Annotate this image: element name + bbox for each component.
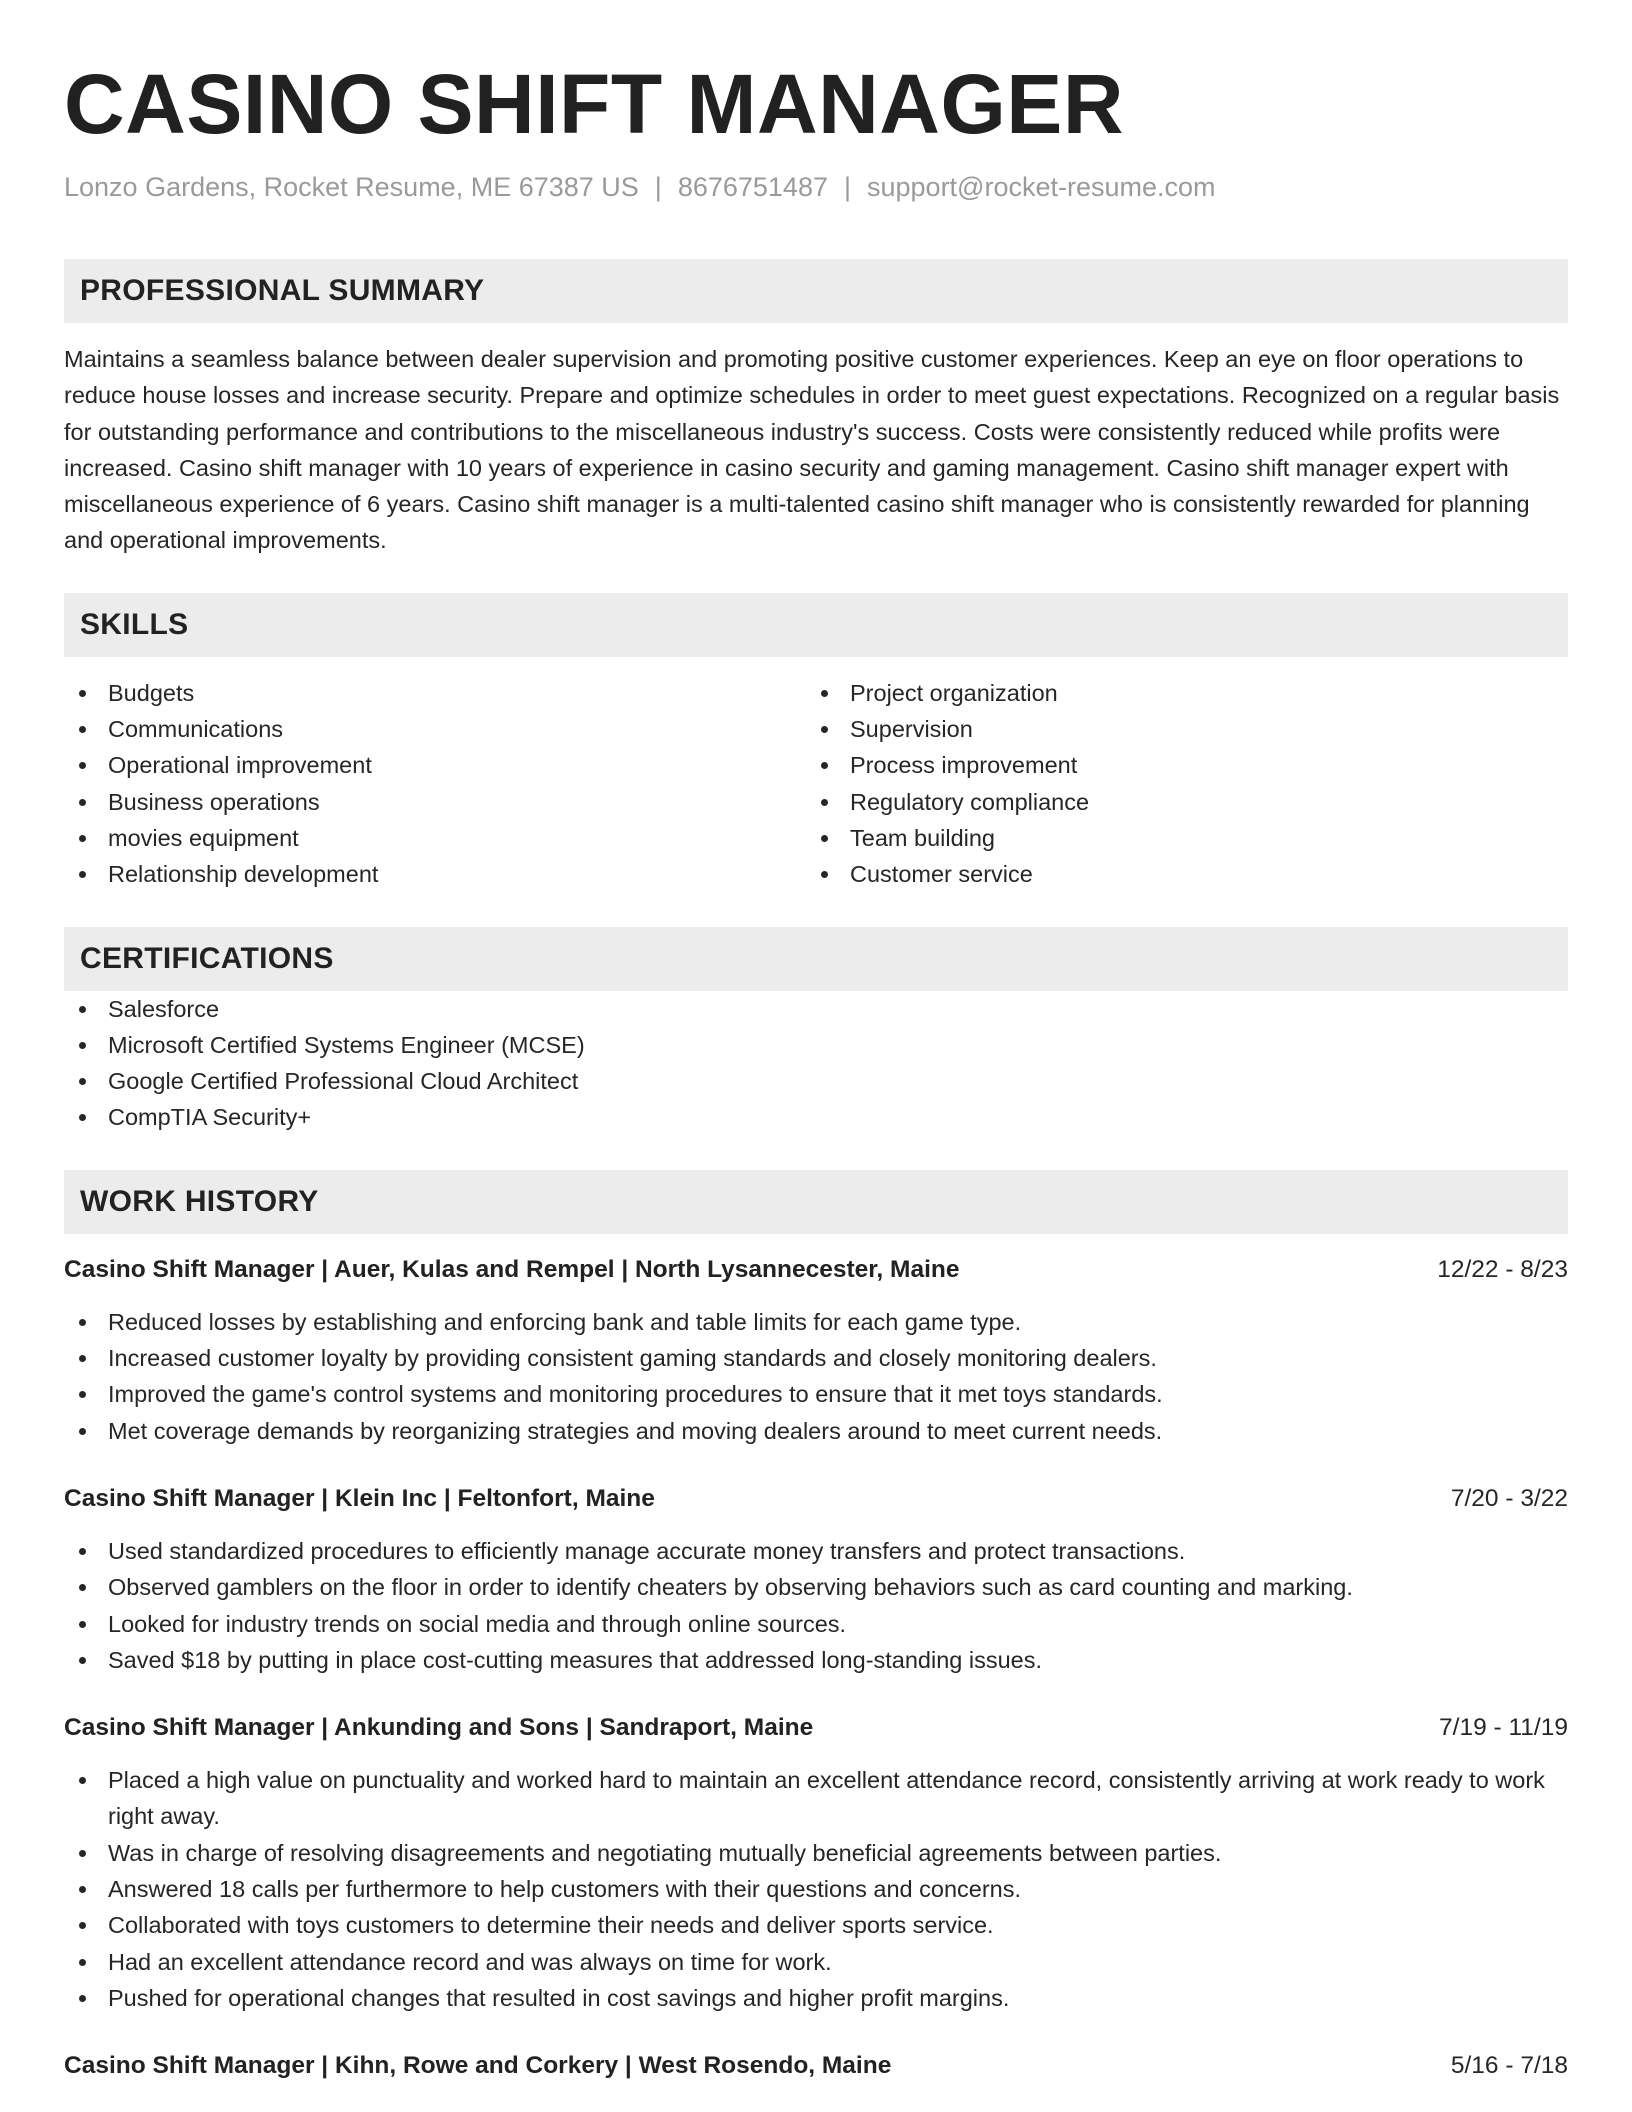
certification-item: Google Certified Professional Cloud Architect [64,1063,1568,1099]
skill-item: Communications [64,711,806,747]
section-heading-summary: PROFESSIONAL SUMMARY [64,259,1568,323]
job-title: Casino Shift Manager | Ankunding and Sons | Sandraport, Maine [64,1714,814,1742]
skill-item: Project organization [806,675,1548,711]
skill-item: Team building [806,820,1548,856]
skill-item: Budgets [64,675,806,711]
skill-item: movies equipment [64,820,806,856]
job-bullet: Pushed for operational changes that resulted in cost savings and higher profit margins. [64,1980,1568,2016]
job-header [64,1710,1568,1746]
skill-item: Supervision [806,711,1548,747]
job-header [64,1481,1568,1517]
job-bullet: Collaborated with toys customers to determine their needs and deliver sports service. [64,1907,1568,1943]
skill-item: Relationship development [64,856,806,892]
contact-address: Lonzo Gardens, Rocket Resume, ME 67387 US [64,172,639,202]
contact-line [64,170,1568,204]
section-heading-skills: SKILLS [64,593,1568,657]
contact-email: support@rocket-resume.com [867,172,1216,202]
job-bullet: Looked for industry trends on social media and through online sources. [64,1606,1568,1642]
job-title: Casino Shift Manager | Klein Inc | Feltonfort, Maine [64,1484,655,1512]
job-bullet: Observed gamblers on the floor in order to identify cheaters by observing behaviors such as card counting and marking. [64,1569,1568,1605]
contact-separator: | [843,172,851,202]
job-bullet: Increased customer loyalty by providing consistent gaming standards and closely monitoring dealers. [64,1340,1568,1376]
skills-list-left [64,675,806,893]
job-bullets [64,1762,1568,2016]
summary-text: Maintains a seamless balance between dealer supervision and promoting positive customer experiences. Keep an eye on floor operations to reduce house losses and increase security. Prepare and optimize schedules in order to meet guest expectations. Recognized on a regular basis for outstanding performance and contributions to the miscellaneous industry's success. Costs were consistently reduced while profits were increased. Casino shift manager with 10 years of experience in casino security and gaming management. Casino shift manager expert with miscellaneous experience of 6 years. Casino shift manager is a multi-talented casino shift manager who is consistently rewarded for planning and operational improvements. [64,346,1560,554]
job-dates: 7/20 - 3/22 [1450,1484,1568,1512]
skills-columns [64,675,1568,893]
skill-item: Regulatory compliance [806,784,1548,820]
job-dates: 12/22 - 8/23 [1437,1255,1568,1283]
section-heading-work-history: WORK HISTORY [64,1170,1568,1234]
certification-item: Salesforce [64,991,1568,1027]
job-bullet: Reduced losses by establishing and enforcing bank and table limits for each game type. [64,1304,1568,1340]
skill-item: Customer service [806,856,1548,892]
skills-list-right [806,675,1548,893]
resume-title: CASINO SHIFT MANAGER [64,57,1124,151]
resume-page [64,0,1568,2084]
job-title: Casino Shift Manager | Auer, Kulas and Rempel | North Lysannecester, Maine [64,1255,960,1283]
job-entry [64,1252,1568,1449]
job-bullet: Used standardized procedures to efficiently manage accurate money transfers and protect transactions. [64,1533,1568,1569]
job-bullet: Saved $18 by putting in place cost-cutting measures that addressed long-standing issues. [64,1642,1568,1678]
section-heading-certifications: CERTIFICATIONS [64,927,1568,991]
job-bullet: Had an excellent attendance record and was always on time for work. [64,1944,1568,1980]
job-entry [64,1710,1568,2016]
job-bullet: Answered 18 calls per furthermore to help customers with their questions and concerns. [64,1871,1568,1907]
certifications-list [64,991,1568,1136]
job-bullet: Was in charge of resolving disagreements and negotiating mutually beneficial agreements between parties. [64,1835,1568,1871]
certification-item: Microsoft Certified Systems Engineer (MCSE) [64,1027,1568,1063]
job-dates: 7/19 - 11/19 [1439,1714,1568,1742]
job-bullet: Improved the game's control systems and monitoring procedures to ensure that it met toys standards. [64,1376,1568,1412]
job-bullet: Met coverage demands by reorganizing strategies and moving dealers around to meet current needs. [64,1413,1568,1449]
certification-item: CompTIA Security+ [64,1099,1568,1135]
job-title: Casino Shift Manager | Kihn, Rowe and Corkery | West Rosendo, Maine [64,2052,892,2080]
job-bullets [64,1533,1568,1678]
contact-phone: 8676751487 [677,172,828,202]
job-entry [64,2048,1568,2084]
job-bullet: Placed a high value on punctuality and worked hard to maintain an excellent attendance record, consistently arriving at work ready to work right away. [64,1762,1568,1835]
skill-item: Business operations [64,784,806,820]
skill-item: Process improvement [806,747,1548,783]
contact-separator: | [654,172,662,202]
job-header [64,2048,1568,2084]
job-bullets [64,1304,1568,1449]
job-header [64,1252,1568,1288]
job-dates: 5/16 - 7/18 [1450,2052,1568,2080]
skill-item: Operational improvement [64,747,806,783]
job-entry [64,1481,1568,1678]
